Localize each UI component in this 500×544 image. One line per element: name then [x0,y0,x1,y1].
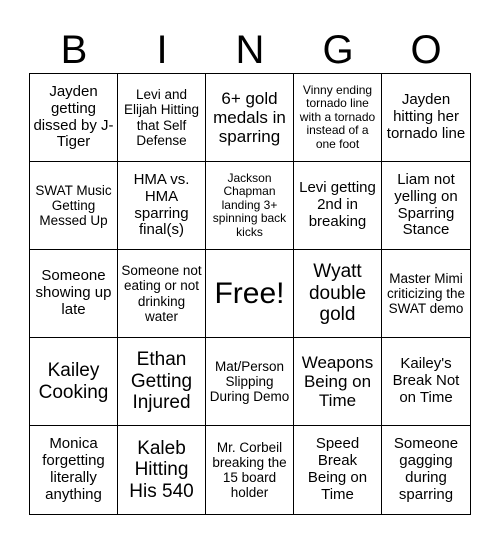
bingo-board [29,73,471,515]
bingo-cell-r3c4[interactable]: Wyatt double gold [294,250,382,338]
bingo-cell-r4c5[interactable]: Kailey's Break Not on Time [382,338,470,426]
bingo-cell-r5c1[interactable]: Monica forgetting literally anything [30,426,118,514]
bingo-header [30,22,500,78]
header-letter-i: I [156,27,168,72]
bingo-cell-r5c3[interactable]: Mr. Corbeil breaking the 15 board holder [206,426,294,514]
bingo-cell-r4c3[interactable]: Mat/Person Slipping During Demo [206,338,294,426]
bingo-cell-r5c2[interactable]: Kaleb Hitting His 540 [118,426,206,514]
bingo-cell-r1c3[interactable]: 6+ gold medals in sparring [206,74,294,162]
header-letter-b: B [60,27,88,72]
bingo-cell-r2c3[interactable]: Jackson Chapman landing 3+ spinning back kicks [206,162,294,250]
bingo-cell-r2c4[interactable]: Levi getting 2nd in breaking [294,162,382,250]
header-letter-g: G [322,27,354,72]
bingo-cell-r4c4[interactable]: Weapons Being on Time [294,338,382,426]
bingo-cell-free-space[interactable]: Free! [206,250,294,338]
bingo-cell-r5c5[interactable]: Someone gagging during sparring [393,435,459,503]
bingo-cell-r1c1[interactable]: Jayden getting dissed by J-Tiger [30,74,118,162]
bingo-cell-r2c1[interactable]: SWAT Music Getting Messed Up [30,162,118,250]
bingo-cell-r1c2[interactable]: Levi and Elijah Hitting that Self Defense [118,74,206,162]
bingo-cell-r4c1[interactable]: Kailey Cooking [30,338,118,426]
bingo-cell-r3c2[interactable]: Someone not eating or not drinking water [118,250,206,338]
bingo-cell-r2c5[interactable]: Liam not yelling on Sparring Stance [382,162,470,250]
bingo-cell-r1c4[interactable]: Vinny ending tornado line with a tornado instead of a one foot [294,74,382,162]
bingo-cell-r1c5[interactable]: Jayden hitting her tornado line [382,74,470,162]
header-letter-n: N [235,27,265,72]
bingo-cell-r3c1[interactable]: Someone showing up late [30,250,118,338]
bingo-cell-r2c2[interactable]: HMA vs. HMA sparring final(s) [118,162,206,250]
bingo-cell-r4c2[interactable]: Ethan Getting Injured [118,338,206,426]
header-letter-o: O [410,27,442,72]
bingo-cell-r5c4[interactable]: Speed Break Being on Time [294,426,382,514]
bingo-cell-r3c5[interactable]: Master Mimi criticizing the SWAT demo [382,250,470,338]
